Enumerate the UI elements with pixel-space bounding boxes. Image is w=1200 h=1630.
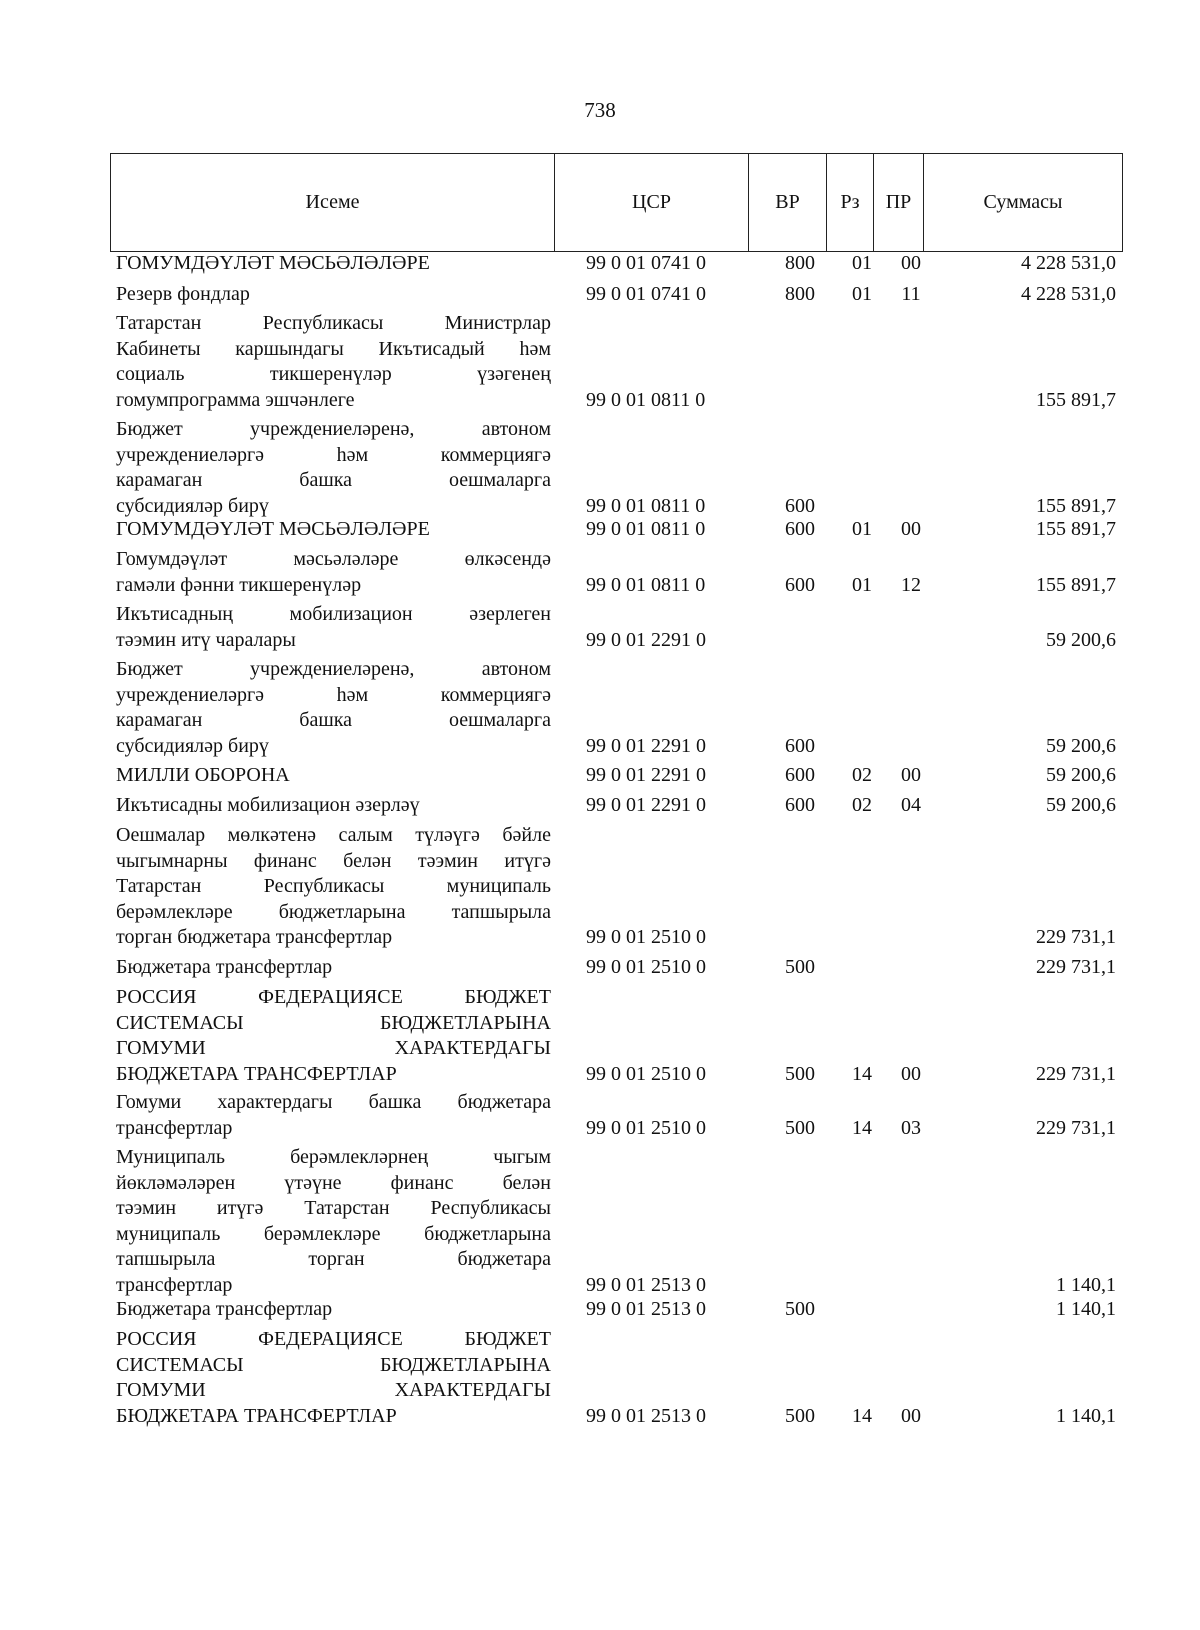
row-rz: 14	[852, 1116, 872, 1139]
row-name-line: гамәли фәнни тикшеренүләр	[116, 573, 362, 596]
row-sum: 1 140,1	[1056, 1404, 1116, 1427]
row-rz: 01	[852, 518, 872, 540]
row-name-line: Икътисадны мобилизацион әзерләү	[116, 794, 420, 816]
row-csr: 99 0 01 2513 0	[586, 1273, 706, 1296]
row-sum: 4 228 531,0	[1021, 283, 1116, 305]
row-name-line: Бюджетара трансфертлар	[116, 956, 333, 978]
row-rz: 01	[852, 573, 872, 596]
row-name-line: Татарстан Республикасы муниципаль	[116, 875, 551, 897]
row-sum: 155 891,7	[1036, 518, 1116, 540]
row-vr: 600	[785, 518, 815, 540]
row-name	[116, 311, 551, 413]
row-name	[116, 823, 551, 951]
row-name	[116, 793, 551, 819]
row-name-line: субсидияләр бирү	[116, 734, 269, 757]
row-name	[116, 763, 551, 789]
row-name-line: берәмлекләре бюджетларына тапшырыла	[116, 900, 551, 923]
row-csr: 99 0 01 2510 0	[586, 926, 706, 948]
row-rz: 01	[852, 283, 872, 305]
row-name-line: БЮДЖЕТАРА ТРАНСФЕРТЛАР	[116, 1404, 397, 1427]
row-csr: 99 0 01 2510 0	[586, 1116, 706, 1139]
row-csr: 99 0 01 0741 0	[586, 252, 706, 274]
row-name-line: ГОМУМИ ХАРАКТЕРДАГЫ	[116, 1379, 551, 1401]
row-vr: 600	[785, 794, 815, 816]
row-name-line: тәэмин итү чаралары	[116, 628, 296, 651]
row-name	[116, 602, 551, 653]
row-name-line: БЮДЖЕТАРА ТРАНСФЕРТЛАР	[116, 1062, 397, 1085]
row-vr: 800	[785, 283, 815, 305]
row-vr: 500	[785, 1298, 815, 1320]
row-rz: 14	[852, 1404, 872, 1427]
row-name	[116, 1297, 551, 1323]
row-name	[116, 547, 551, 598]
row-name	[116, 417, 551, 519]
column-header-csr: ЦСР	[555, 154, 749, 252]
row-rz: 02	[852, 764, 872, 786]
row-name-line: Бюджет учреждениеләренә, автоном	[116, 418, 551, 440]
row-sum: 229 731,1	[1036, 1116, 1116, 1139]
row-csr: 99 0 01 2291 0	[586, 734, 706, 757]
row-sum: 229 731,1	[1036, 956, 1116, 978]
row-name-line: Кабинеты каршындагы Икътисадый һәм	[116, 337, 551, 360]
row-name-line: Гомуми характердагы башка бюджетара	[116, 1091, 551, 1113]
row-sum: 4 228 531,0	[1021, 252, 1116, 274]
row-name-line: ГОМУМДӘҮЛӘТ МӘСЬӘЛӘЛӘРЕ	[116, 518, 430, 540]
row-pr: 03	[901, 1116, 921, 1139]
row-vr: 600	[785, 494, 815, 517]
row-pr: 00	[901, 252, 921, 274]
row-name-line: трансфертлар	[116, 1116, 233, 1139]
row-csr: 99 0 01 2291 0	[586, 764, 706, 786]
row-sum: 155 891,7	[1036, 494, 1116, 517]
row-pr: 12	[901, 573, 921, 596]
row-rz: 02	[852, 794, 872, 816]
row-name-line: учреждениеләргә һәм коммерциягә	[116, 683, 551, 706]
row-name-line: РОССИЯ ФЕДЕРАЦИЯСЕ БЮДЖЕТ	[116, 1328, 551, 1350]
row-name-line: Гомумдәүләт мәсьәләләре өлкәсендә	[116, 548, 551, 570]
row-name-line: Оешмалар мөлкәтенә салым түләүгә бәйле	[116, 824, 551, 846]
column-header-pr: ПР	[874, 154, 924, 252]
row-sum: 59 200,6	[1046, 734, 1116, 757]
row-name-line: чыгымнарны финанс белән тәэмин итүгә	[116, 849, 551, 872]
row-vr: 800	[785, 252, 815, 274]
row-name	[116, 251, 551, 277]
page-number: 738	[584, 98, 616, 122]
row-name	[116, 1327, 551, 1429]
row-name-line: торган бюджетара трансфертлар	[116, 926, 393, 948]
row-pr: 00	[901, 518, 921, 540]
row-sum: 59 200,6	[1046, 794, 1116, 816]
row-csr: 99 0 01 2291 0	[586, 628, 706, 651]
row-sum: 1 140,1	[1056, 1298, 1116, 1320]
row-csr: 99 0 01 0811 0	[586, 573, 706, 596]
row-csr: 99 0 01 2513 0	[586, 1404, 706, 1427]
row-name-line: МИЛЛИ ОБОРОНА	[116, 764, 290, 786]
row-csr: 99 0 01 2510 0	[586, 956, 706, 978]
row-name-line: Татарстан Республикасы Министрлар	[116, 312, 551, 334]
row-csr: 99 0 01 0811 0	[586, 494, 706, 517]
row-name-line: Бюджетара трансфертлар	[116, 1298, 333, 1320]
column-header-name: Исеме	[111, 154, 555, 252]
column-header-vr: ВР	[749, 154, 827, 252]
row-csr: 99 0 01 0811 0	[586, 388, 706, 411]
row-name-line: Резерв фондлар	[116, 283, 250, 305]
row-name-line: Муниципаль берәмлекләрнең чыгым	[116, 1146, 551, 1168]
row-rz: 01	[852, 252, 872, 274]
row-vr: 500	[785, 1404, 815, 1427]
row-name	[116, 1090, 551, 1141]
row-name-line: карамаган башка оешмаларга	[116, 709, 551, 731]
row-name	[116, 1145, 551, 1298]
row-vr: 600	[785, 734, 815, 757]
row-name-line: социаль тикшеренүләр үзәгенең	[116, 363, 551, 385]
row-pr: 00	[901, 1404, 921, 1427]
row-name	[116, 657, 551, 759]
row-vr: 600	[785, 764, 815, 786]
row-sum: 1 140,1	[1056, 1273, 1116, 1296]
row-sum: 155 891,7	[1036, 388, 1116, 411]
row-csr: 99 0 01 2510 0	[586, 1062, 706, 1085]
row-csr: 99 0 01 0741 0	[586, 283, 706, 305]
row-name-line: ГОМУМДӘҮЛӘТ МӘСЬӘЛӘЛӘРЕ	[116, 252, 430, 274]
row-vr: 600	[785, 573, 815, 596]
row-name-line: РОССИЯ ФЕДЕРАЦИЯСЕ БЮДЖЕТ	[116, 986, 551, 1008]
row-name-line: муниципаль берәмлекләре бюджетларына	[116, 1222, 551, 1245]
row-pr: 00	[901, 764, 921, 786]
row-name-line: тәэмин итүгә Татарстан Республикасы	[116, 1197, 551, 1219]
row-name-line: йөкләмәләрен үтәүне финанс белән	[116, 1171, 551, 1194]
row-sum: 59 200,6	[1046, 764, 1116, 786]
row-sum: 229 731,1	[1036, 926, 1116, 948]
row-name	[116, 282, 551, 308]
row-name-line: субсидияләр бирү	[116, 494, 269, 517]
row-sum: 59 200,6	[1046, 628, 1116, 651]
row-name-line: гомумпрограмма эшчәнлеге	[116, 388, 355, 411]
row-pr: 00	[901, 1062, 921, 1085]
row-vr: 500	[785, 1116, 815, 1139]
row-rz: 14	[852, 1062, 872, 1085]
row-vr: 500	[785, 956, 815, 978]
row-pr: 04	[901, 794, 921, 816]
row-name-line: карамаган башка оешмаларга	[116, 469, 551, 491]
row-csr: 99 0 01 0811 0	[586, 518, 706, 540]
row-name-line: трансфертлар	[116, 1273, 233, 1296]
row-sum: 229 731,1	[1036, 1062, 1116, 1085]
row-name-line: СИСТЕМАСЫ БЮДЖЕТЛАРЫНА	[116, 1011, 551, 1034]
row-name-line: ГОМУМИ ХАРАКТЕРДАГЫ	[116, 1037, 551, 1059]
row-name	[116, 955, 551, 981]
row-name	[116, 985, 551, 1087]
column-header-rz: Рз	[827, 154, 874, 252]
row-csr: 99 0 01 2513 0	[586, 1298, 706, 1320]
row-name-line: учреждениеләргә һәм коммерциягә	[116, 443, 551, 466]
row-name-line: Икътисадның мобилизацион әзерлеген	[116, 603, 551, 625]
column-header-sum: Суммасы	[924, 154, 1123, 252]
row-name-line: СИСТЕМАСЫ БЮДЖЕТЛАРЫНА	[116, 1353, 551, 1376]
row-pr: 11	[901, 283, 921, 305]
row-sum: 155 891,7	[1036, 573, 1116, 596]
row-name-line: Бюджет учреждениеләренә, автоном	[116, 658, 551, 680]
row-name	[116, 517, 551, 543]
row-name-line: тапшырыла торган бюджетара	[116, 1248, 551, 1270]
row-csr: 99 0 01 2291 0	[586, 794, 706, 816]
row-vr: 500	[785, 1062, 815, 1085]
